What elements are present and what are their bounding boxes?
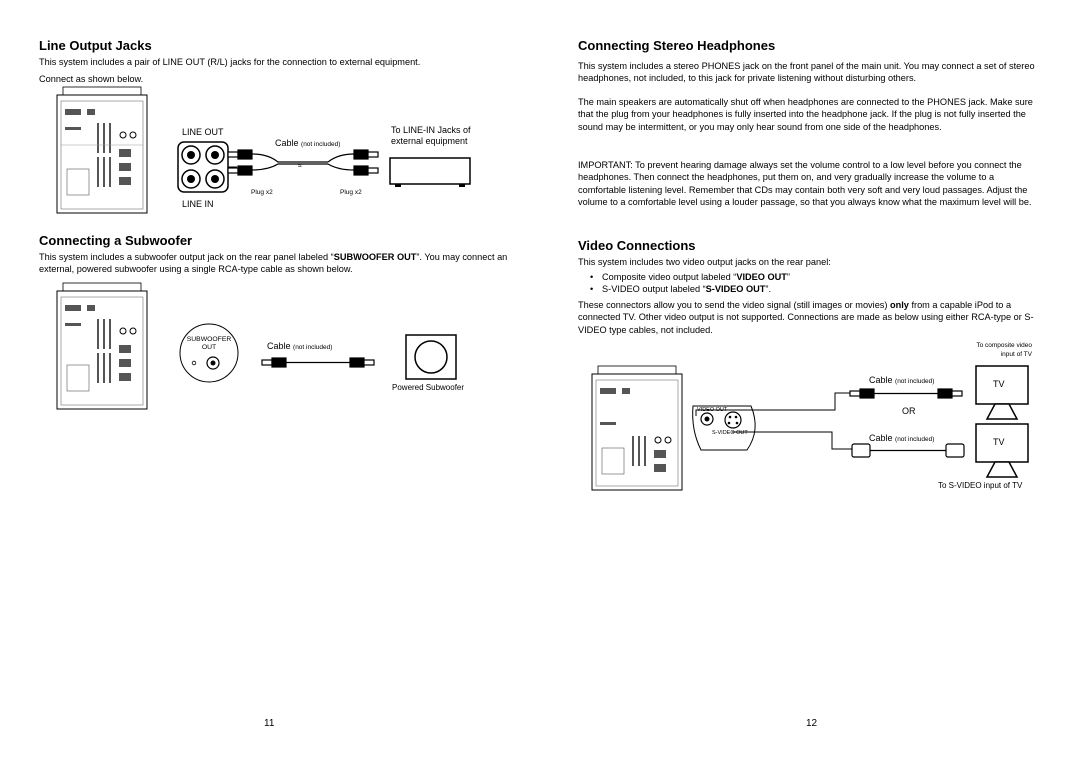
video-output-item-composite [578,271,1040,283]
svg-text:≈: ≈ [298,163,302,170]
video-para-bold: only [890,300,909,310]
line-jacks-icon [177,141,229,193]
plug-left-label: Plug x2 [251,189,273,196]
bullet1-pre: Composite video output labeled “ [602,272,737,282]
svideo-dest-label: To S-VIDEO input of TV [938,481,1023,490]
bullet1-post: ” [786,272,790,282]
svideo-cable-text: Cable [869,433,893,443]
or-label: OR [902,406,916,416]
composite-dest-label [956,341,1032,359]
subwoofer-para [39,251,509,276]
composite-dest-line1: To composite video [976,342,1032,349]
tv-icon-2 [975,423,1031,479]
rear-panel-unit-1 [57,87,147,215]
line-output-para: This system includes a pair of LINE OUT (R/L) jacks for the connection to external equipment. [39,57,421,67]
bullet1-bold: VIDEO OUT [736,272,787,282]
headphones-heading: Connecting Stereo Headphones [578,38,776,53]
composite-cable-note: (not included) [895,378,935,385]
svideo-cable-note: (not included) [895,436,935,443]
line-in-label: LINE IN [182,199,214,209]
subwoofer-cable-label [267,341,332,351]
tv-icon-1 [975,365,1031,421]
video-out-jack-label: VIDEO OUT [697,407,728,413]
line-dest-line1: To LINE-IN Jacks of [391,125,471,135]
subwoofer-para-post: ”. You may connect an external, powered subwoofer using a single RCA-type cable as shown below. [39,252,508,275]
svideo-cable-label [869,433,934,443]
tv-label-2: TV [993,437,1005,447]
subwoofer-jack-label [182,336,236,352]
subwoofer-heading: Connecting a Subwoofer [39,233,193,248]
composite-cable-icon [850,386,962,402]
subwoofer-cable-note: (not included) [293,344,333,351]
plug-right-label: Plug x2 [340,189,362,196]
tv-label-1: TV [993,379,1005,389]
subwoofer-jack-callout [176,320,242,384]
headphones-para2: The main speakers are automatically shut off when headphones are connected to the PHONES jack. Make sure that the plug from your headphones is fully inserted into the headphone jack. If the plug is not fully inserted the sound may be intermittent, or you may only hear sound from one side of the headphones. [578,97,1033,132]
line-cable-label [275,138,340,148]
headphones-important: IMPORTANT: To prevent hearing damage always set the volume control to a low level before you connect the headphones. Then connect the headphones, put them on, and very gradually increase the volume to a comfortable listening level. Remember that CDs may contain both very soft and very loud passages. Adjust the volume to a comfortable level using a louder passage, so that you always know what the maximum level will be. [578,160,1032,208]
subwoofer-jack-label2: OUT [201,344,217,351]
rear-panel-unit-3 [592,366,682,492]
line-output-heading: Line Output Jacks [39,38,152,53]
video-para [578,299,1040,336]
rear-panel-unit-2 [57,283,147,411]
line-cable-note: (not included) [301,141,341,148]
rca-cable-icon [262,355,374,371]
composite-cable-label [869,375,934,385]
video-intro: This system includes two video output jacks on the rear panel: [578,257,831,267]
composite-dest-line2: input of TV [1000,351,1032,358]
bullet2-bold: S-VIDEO OUT [705,284,766,295]
video-para-pre: These connectors allow you to send the video signal (still images or movies) [578,300,891,310]
subwoofer-para-bold: SUBWOOFER OUT [333,252,417,262]
page-number-11: 11 [264,718,275,729]
rca-stereo-cable-icon [228,148,378,184]
line-dest-label [391,125,471,147]
bullet2-post: ”. [765,284,772,295]
line-out-label: LINE OUT [182,127,224,137]
video-output-list [578,271,1040,296]
bullet2-pre: S-VIDEO output labeled “ [602,284,706,295]
video-output-item-svideo [578,283,1040,295]
svideo-out-jack-label: S-VIDEO OUT [712,430,748,436]
powered-subwoofer-label: Powered Subwoofer [392,383,465,392]
line-output-connect: Connect as shown below. [39,74,144,84]
composite-cable-text: Cable [869,375,893,385]
subwoofer-cable-text: Cable [267,341,291,351]
headphones-para1: This system includes a stereo PHONES jack on the front panel of the main unit. You may connect a set of stereo headphones, not included, to this jack for private listening without disturbing others. [578,61,1035,84]
subwoofer-para-pre: This system includes a subwoofer output jack on the rear panel labeled “ [39,252,334,262]
external-equipment-icon [389,157,471,187]
line-cable-text: Cable [275,138,299,148]
subwoofer-jack-label1: SUBWOOFER [186,336,232,343]
line-dest-line2: external equipment [391,136,468,146]
powered-subwoofer-icon [405,334,457,380]
page-number-12: 12 [806,718,818,729]
svideo-cable-icon [852,443,964,459]
video-para-post: from a capable iPod to a connected TV. Other video output is not supported. Connections are made as below using either RCA-type or S-VIDEO type cables, not included. [578,300,1034,335]
video-heading: Video Connections [578,238,696,253]
